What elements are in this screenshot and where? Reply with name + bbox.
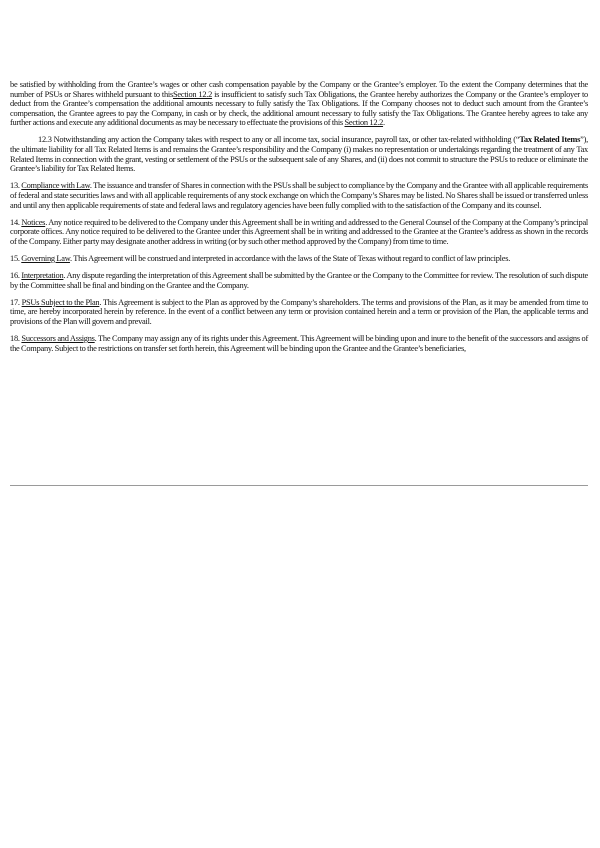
section-heading: PSUs Subject to the Plan [21, 297, 100, 307]
text-run: . Any dispute regarding the interpretation of this Agreement shall be submitted by the Grantee or the Company to the Committee for review. The resolution of such dispute by the Committee shall be final and binding on the Grantee and the Company. [10, 271, 588, 290]
section-heading: Governing Law [21, 253, 70, 263]
paragraph-12-3 [10, 135, 588, 173]
text-run: be satisfied by withholding from the Grantee’s wages or other cash compensation payable by the Company or the Grantee’s employer. To the extent the Company determines that the number of PSUs or Shares withheld pursuant to this [10, 80, 588, 99]
document-page [10, 80, 588, 361]
section-number: 16. [10, 271, 22, 280]
text-run: 12.3 Notwithstanding any action the Company takes with respect to any or all income tax, social insurance, payroll tax, or other tax-related withholding (“ [38, 135, 520, 145]
text-run: . The Company may assign any of its rights under this Agreement. This Agreement will be binding upon and inure to the benefit of the successors and assigns of the Company. Subject to the restrictions on transfer set forth herein, this Agreement will be binding upon the Grantee and the Grantee’s beneficiaries, [10, 333, 588, 353]
section-number: 17. [10, 297, 22, 307]
paragraph-16 [10, 271, 588, 290]
paragraph-18 [10, 334, 588, 353]
paragraph-15 [10, 254, 588, 264]
section-number: 13. [10, 181, 22, 191]
section-heading: Notices [21, 217, 46, 227]
section-number: 14. [10, 217, 22, 227]
section-heading: Compliance with Law [21, 181, 90, 191]
text-run: . The issuance and transfer of Shares in connection with the PSUs shall be subject to compliance by the Company and the Grantee with all applicable requirements of federal and state securities laws and with all applicable requirements of any stock exchange on which the Company’s Shares may be listed. No Shares shall be issued or transferred unless and until any then applicable requirements of state and federal laws and regulatory agencies have been fully complied with to the satisfaction of the Company and its counsel. [10, 181, 588, 210]
paragraph-14 [10, 218, 588, 247]
text-run: is insufficient to satisfy such Tax Obligations, the Grantee hereby authorizes the Company or the Grantee’s employer to deduct from the Grantee’s compensation the additional amounts necessary to fully satisfy the Tax Obligations. If the Company chooses not to deduct such amount from the Grantee’s compensation, the Grantee agrees to pay the Company, in cash or by check, the additional amount necessary to fully satisfy the Tax Obligations. The Grantee hereby agrees to take any further actions and execute any additional documents as may be necessary to effectuate the provisions of this [10, 89, 588, 128]
paragraph-17 [10, 298, 588, 327]
section-reference: Section 12.2 [172, 89, 213, 99]
section-number: 15. [10, 253, 22, 263]
defined-term: Tax Related Items [519, 135, 581, 145]
section-number: 18. [10, 333, 22, 343]
paragraph-continuation [10, 80, 588, 128]
text-run: . This Agreement will be construed and interpreted in accordance with the laws of the State of Texas without regard to conflict of law principles. [69, 253, 511, 263]
text-run: . Any notice required to be delivered to the Company under this Agreement shall be in writing and addressed to the General Counsel of the Company at the Company’s principal corporate offices. Any notice required to be delivered to the Grantee under this Agreement shall be in writing and addressed to the Grantee at the Grantee’s address as shown in the records of the Company. Either party may designate another address in writing (or by such other method approved by the Company) from time to time. [10, 217, 588, 246]
section-reference: Section 12.2 [344, 118, 384, 128]
text-run: ”), the ultimate liability for all Tax Related Items is and remains the Grantee’s responsibility and the Company (i) makes no representation or undertakings regarding the treatment of any Tax Related Items in connection with the grant, vesting or settlement of the PSUs or the subsequent sale of any Shares, and (ii) does not commit to structure the PSUs to reduce or eliminate the Grantee’s liability for Tax Related Items. [10, 135, 588, 174]
paragraph-13 [10, 181, 588, 210]
text-run: . [383, 118, 385, 128]
page-divider [10, 485, 588, 486]
text-run: . This Agreement is subject to the Plan as approved by the Company’s shareholders. The terms and provisions of the Plan, as it may be amended from time to time, are hereby incorporated herein by reference. In the event of a conflict between any term or provision contained herein and a term or provision of the Plan, the applicable terms and provisions of the Plan will govern and prevail. [10, 297, 589, 326]
section-heading: Successors and Assigns [21, 333, 95, 343]
section-heading: Interpretation [21, 271, 64, 280]
